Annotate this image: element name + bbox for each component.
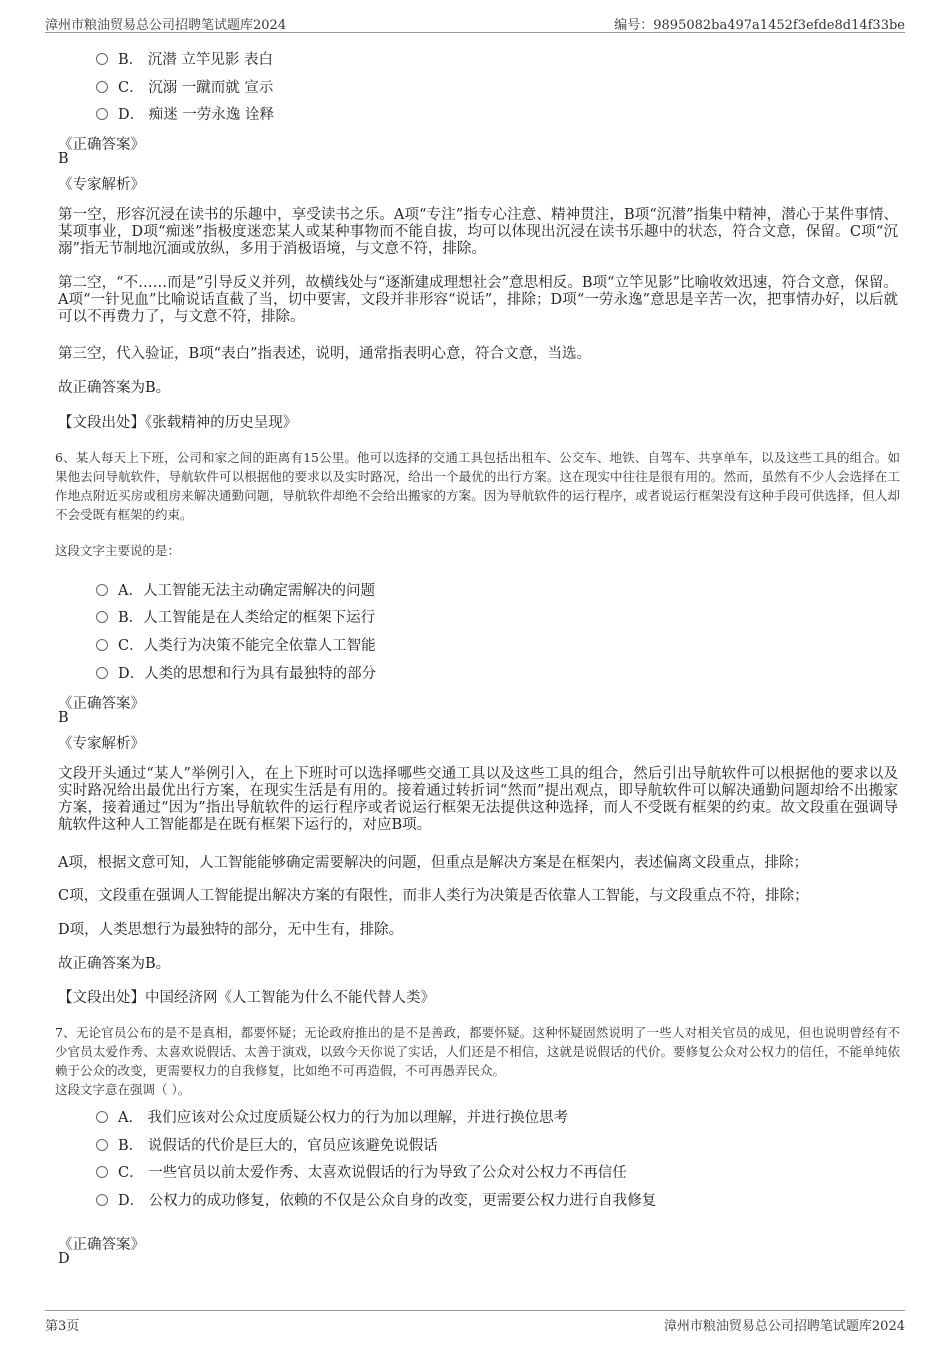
q7-option-d[interactable]: D． 公权力的成功修复，依赖的不仅是公众自身的改变，更需要公权力进行自我修复 <box>96 1189 656 1210</box>
q5-source: 【文段出处】《张载精神的历史呈现》 <box>58 415 298 431</box>
q7-stem: 7、无论官员公布的是不是真相，都要怀疑；无论政府推出的是不是善政，都要怀疑。这种怀疑固然说明了一些人对相关官员的成见，但也说明曾经有不少官员太爱作秀、太喜欢说假话、太善于演戏，以致今天你说了实话，人们还是不相信，这就是说假话的代价。要修复公众对公权力的信任，不能单纯依赖于公众的改变，更需要权力的自我修复，比如绝不可再造假，不可再愚弄民众。 <box>55 1025 900 1078</box>
q6-analysis-p3: C项，文段重在强调人工智能提出解决方案的有限性，而非人类行为决策是否依靠人工智能，与文段重点不符，排除； <box>58 888 809 904</box>
header-title: 漳州市粮油贸易总公司招聘笔试题库2024 <box>45 18 287 33</box>
q6-prompt: 这段文字主要说的是： <box>55 543 181 558</box>
q5-option-d[interactable]: D． 痴迷 一劳永逸 诠释 <box>96 103 274 124</box>
page-number: 第3页 <box>45 1319 80 1334</box>
q7-option-b[interactable]: B． 说假话的代价是巨大的，官员应该避免说假话 <box>96 1134 438 1155</box>
q5-analysis-p1: 第一空，形容沉浸在读书的乐趣中，享受读书之乐。A项“专注”指专心注意、精神贯注，B项“沉潜”指集中精神，潜心于某件事情、某项事业，D项“痴迷”指极度迷恋某人或某种事物而不能自拔，均可以体现出沉浸在读书乐趣中的状态，符合文意，保留。C项“沉溺”指无节制地沉湎或放纵，多用于消极语境，与文意不符，排除。 <box>58 207 898 257</box>
page-footer <box>45 1310 905 1337</box>
q6-option-d[interactable]: D．人类的思想和行为具有最独特的部分 <box>96 662 376 683</box>
q5-analysis-p4: 故正确答案为B。 <box>58 380 171 396</box>
q6-answer-label: 《正确答案》 <box>58 696 145 712</box>
radio-icon[interactable] <box>96 53 108 65</box>
q5-analysis-p3: 第三空，代入验证，B项“表白”指表述，说明，通常指表明心意，符合文意，当选。 <box>58 346 591 362</box>
footer-title: 漳州市粮油贸易总公司招聘笔试题库2024 <box>663 1319 905 1334</box>
radio-icon[interactable] <box>96 108 108 120</box>
header-doc-id: 编号：9895082ba497a1452f3efde8d14f33be <box>614 18 905 33</box>
q5-option-c[interactable]: C． 沉溺 一蹴而就 宣示 <box>96 76 273 97</box>
radio-icon[interactable] <box>96 667 108 679</box>
radio-icon[interactable] <box>96 611 108 623</box>
q5-option-b[interactable]: B． 沉潜 立竿见影 表白 <box>96 48 273 69</box>
radio-icon[interactable] <box>96 1194 108 1206</box>
q6-analysis-label: 《专家解析》 <box>58 736 145 752</box>
radio-icon[interactable] <box>96 1139 108 1151</box>
q7-answer: D <box>58 1251 70 1267</box>
radio-icon[interactable] <box>96 81 108 93</box>
radio-icon[interactable] <box>96 639 108 651</box>
q6-analysis-p4: D项，人类思想行为最独特的部分，无中生有，排除。 <box>58 922 404 938</box>
q7-answer-label: 《正确答案》 <box>58 1237 145 1253</box>
q6-stem: 6、某人每天上下班，公司和家之间的距离有15公里。他可以选择的交通工具包括出租车、公交车、地铁、自驾车、共享单车，以及这些工具的组合。如果他去问导航软件，导航软件可以根据他的要求以及实时路况，给出一个最优的出行方案。这在现实中往往是很有用的。然而，虽然有不少人会选择在工作地点附近买房或租房来解决通勤问题，导航软件却绝不会给出搬家的方案。因为导航软件的运行程序，或者说运行框架没有这种手段可供选择，但人却不会受既有框架的约束。 <box>55 450 900 522</box>
q6-answer: B <box>58 710 69 726</box>
radio-icon[interactable] <box>96 584 108 596</box>
q7-option-a[interactable]: A． 我们应该对公众过度质疑公权力的行为加以理解，并进行换位思考 <box>96 1106 568 1127</box>
q6-analysis-p1: 文段开头通过“某人”举例引入，在上下班时可以选择哪些交通工具以及这些工具的组合，然后引出导航软件可以根据他的要求以及实时路况给出最优出行方案，在现实生活是有用的。接着通过转折词“然而”提出观点，即导航软件可以解决通勤问题却给不出搬家方案，接着通过“因为”指出导航软件的运行程序或者说运行框架无法提供这种选择，而人不受既有框架的约束。故文段重在强调导航软件这种人工智能都是在既有框架下运行的，对应B项。 <box>58 766 898 833</box>
q6-analysis-p2: A项，根据文意可知，人工智能能够确定需要解决的问题，但重点是解决方案是在框架内，表述偏离文段重点，排除； <box>58 855 808 871</box>
q5-answer-label: 《正确答案》 <box>58 137 145 153</box>
q6-option-c[interactable]: C．人类行为决策不能完全依靠人工智能 <box>96 634 376 655</box>
radio-icon[interactable] <box>96 1111 108 1123</box>
radio-icon[interactable] <box>96 1166 108 1178</box>
q5-answer: B <box>58 151 69 167</box>
q6-option-b[interactable]: B．人工智能是在人类给定的框架下运行 <box>96 606 375 627</box>
q6-source: 【文段出处】中国经济网《人工智能为什么不能代替人类》 <box>58 990 435 1006</box>
page-header <box>45 14 905 33</box>
q5-analysis-label: 《专家解析》 <box>58 177 145 193</box>
q7-option-c[interactable]: C． 一些官员以前太爱作秀、太喜欢说假话的行为导致了公众对公权力不再信任 <box>96 1161 627 1182</box>
q7-prompt: 这段文字意在强调（ ）。 <box>55 1082 191 1097</box>
q5-analysis-p2: 第二空，“不……而是”引导反义并列，故横线处与“逐渐建成理想社会”意思相反。B项“立竿见影”比喻收效迅速，符合文意，保留。A项“一针见血”比喻说话直截了当，切中要害，文段并非形容“说话”，排除；D项“一劳永逸”意思是辛苦一次，把事情办好，以后就可以不再费力了，与文意不符，排除。 <box>58 275 898 325</box>
q6-option-a[interactable]: A．人工智能无法主动确定需解决的问题 <box>96 579 375 600</box>
q6-analysis-p5: 故正确答案为B。 <box>58 956 171 972</box>
